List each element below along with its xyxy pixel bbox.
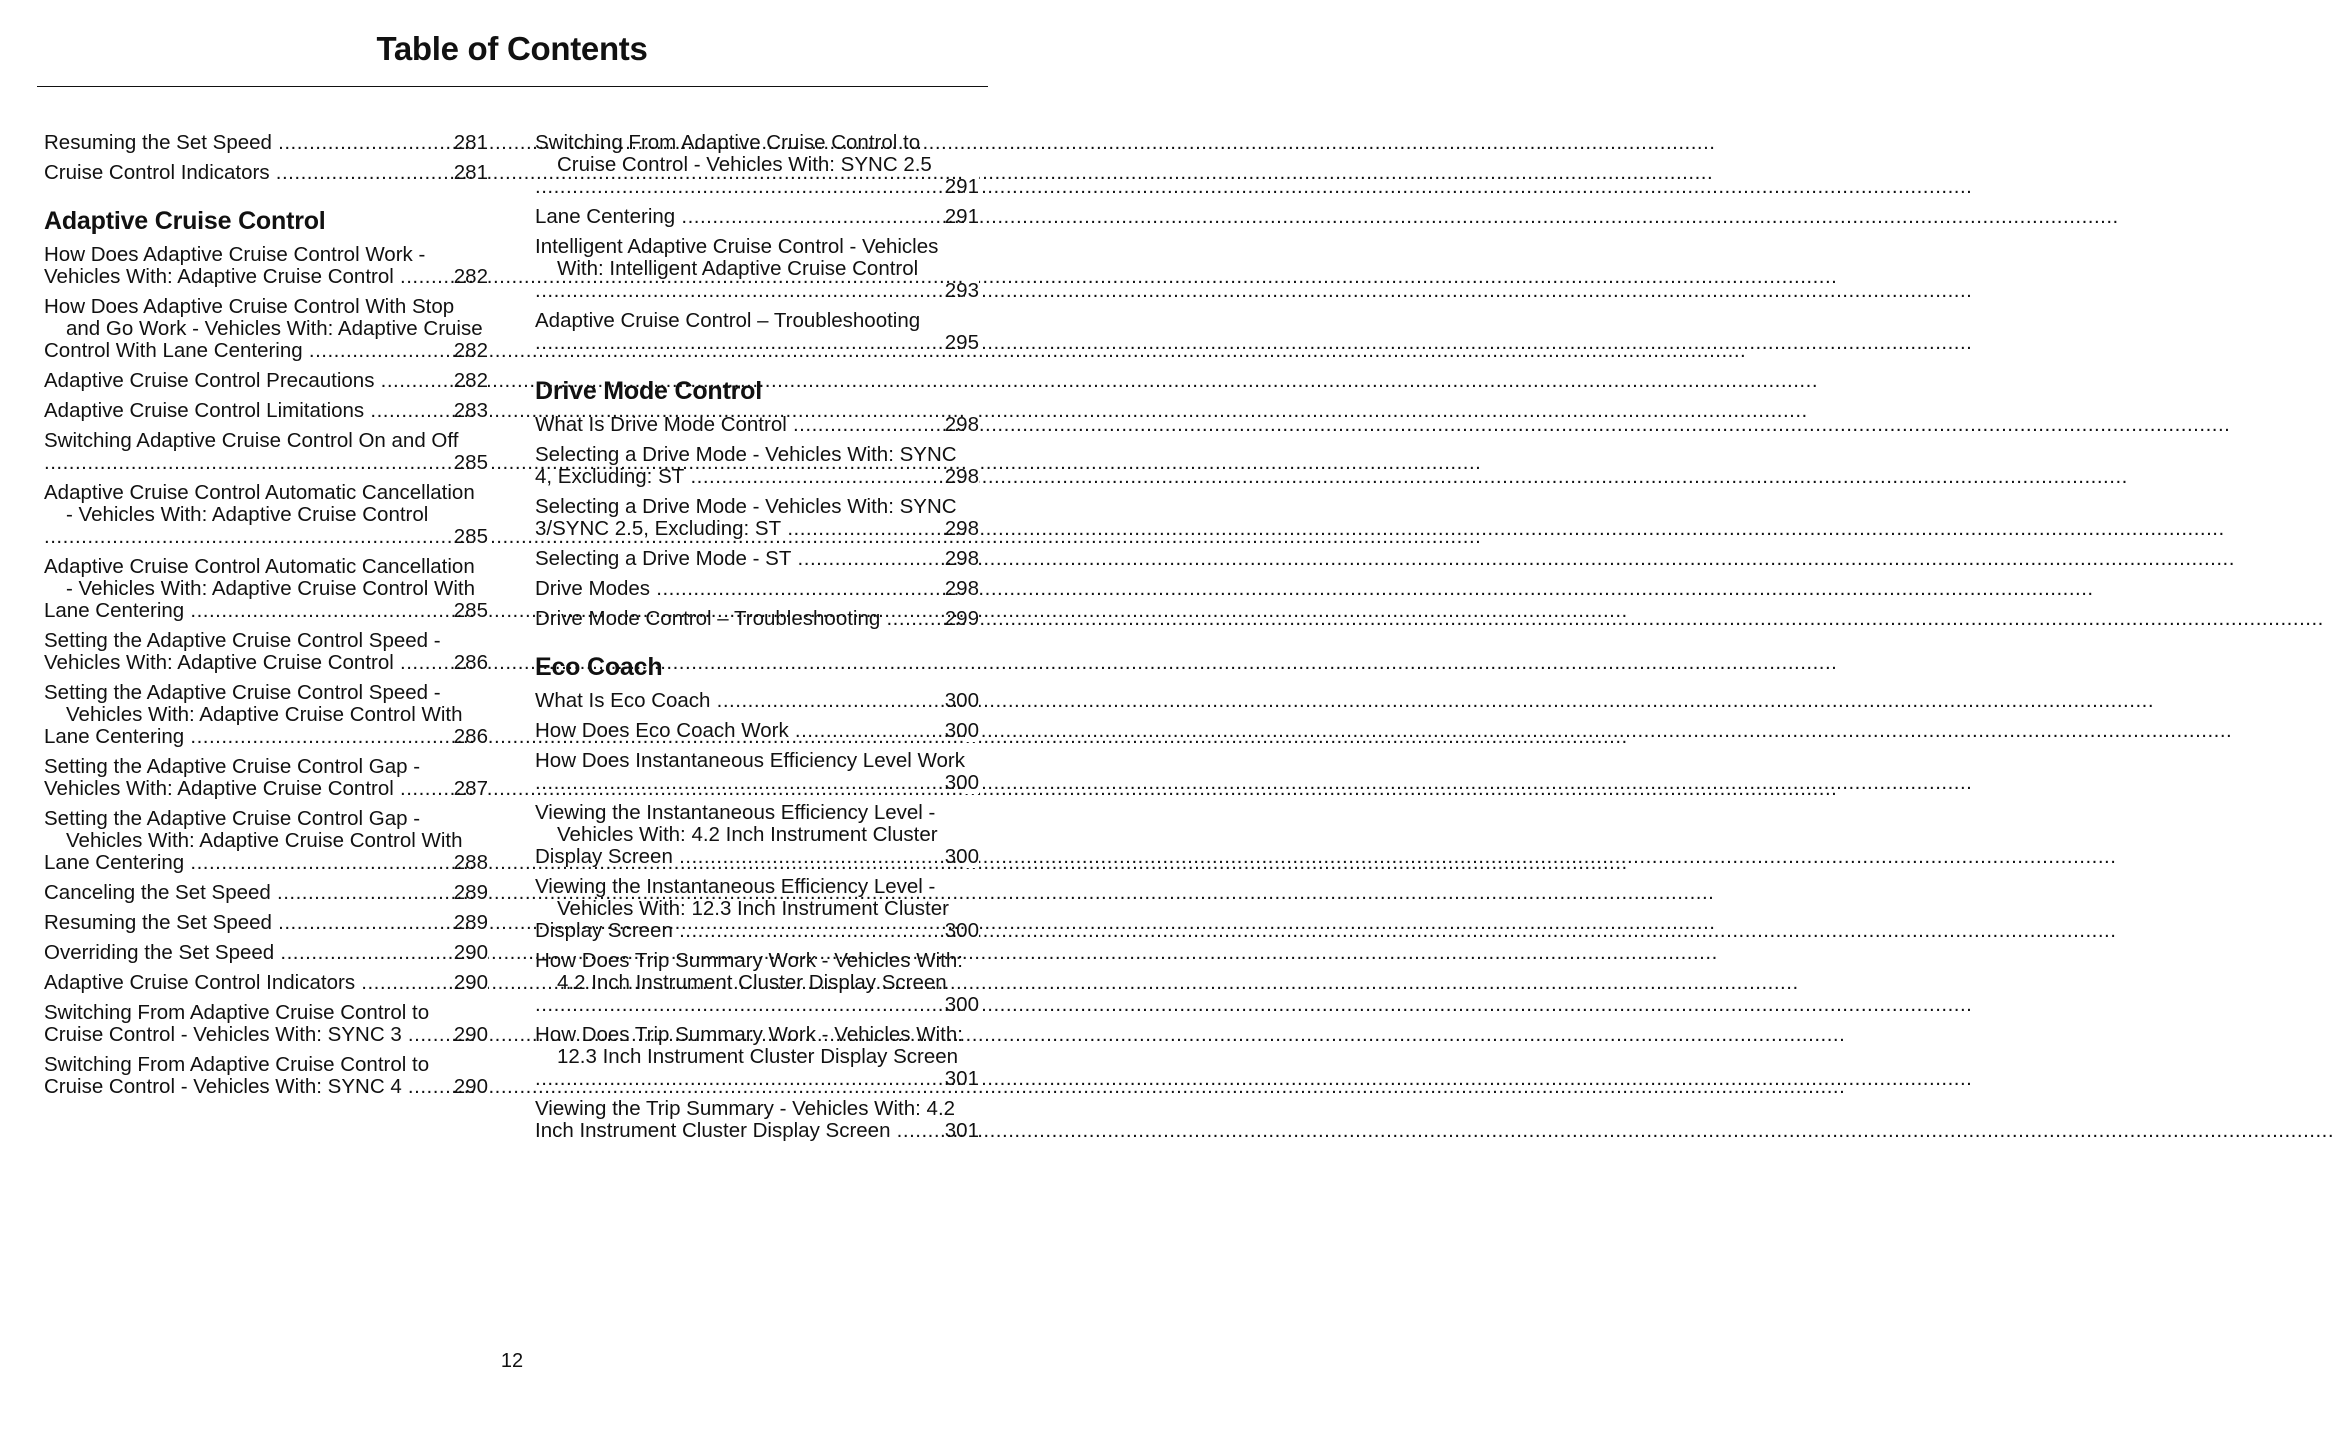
toc-entry-title: Vehicles With: Adaptive Cruise Control .....	[66, 266, 474, 288]
toc-entry-title: Cruise Control - Vehicles With: SYNC 4 .....	[66, 1076, 474, 1098]
toc-entry[interactable]	[535, 206, 979, 228]
toc-entry[interactable]	[44, 162, 488, 184]
section-heading: Eco Coach	[535, 653, 663, 681]
toc-entry-page: 298	[944, 465, 979, 488]
toc-entry-page: 290	[453, 941, 488, 964]
toc-entry-page: 289	[453, 911, 488, 934]
toc-entry-page: 291	[944, 205, 979, 228]
toc-entry[interactable]	[535, 690, 979, 712]
toc-entry-page: 282	[453, 369, 488, 392]
toc-entry-page: 286	[453, 725, 488, 748]
toc-entry-page: 289	[453, 881, 488, 904]
toc-entry-title: Lane Centering .....	[66, 726, 474, 748]
toc-entry-page: 282	[453, 339, 488, 362]
section-heading: Drive Mode Control	[535, 377, 762, 405]
toc-entry[interactable]	[44, 912, 488, 934]
toc-entry-title: Inch Instrument Cluster Display Screen .....	[557, 1120, 965, 1142]
toc-entry-title: Adaptive Cruise Control Indicators .....	[66, 972, 474, 994]
toc-entry[interactable]	[535, 578, 979, 600]
toc-section-eco-coach	[535, 652, 979, 1142]
toc-entry-page: 300	[944, 719, 979, 742]
toc-entry-title: Vehicles With: Adaptive Cruise Control .....	[66, 778, 474, 800]
toc-entry-title: Display Screen .....	[557, 920, 965, 942]
toc-entry-page: 286	[453, 651, 488, 674]
toc-entry-page: 295	[944, 331, 979, 354]
toc-entry-title-wrap: Viewing the Trip Summary - Vehicles With: 4.2	[535, 1097, 956, 1120]
toc-entry-page: 301	[944, 1067, 979, 1090]
toc-entry-title-wrap: Switching Adaptive Cruise Control On and Off	[44, 429, 459, 452]
toc-entry-title-wrap: How Does Instantaneous Efficiency Level Work	[535, 749, 965, 772]
toc-entry-title-wrap: Setting the Adaptive Cruise Control Speed -	[44, 629, 441, 652]
toc-entry-page: 290	[453, 1023, 488, 1046]
toc-entry-title: Drive Modes .....	[557, 578, 965, 600]
toc-column-left	[44, 132, 488, 1106]
toc-entry-page: 293	[944, 279, 979, 302]
toc-entry[interactable]	[535, 310, 979, 354]
toc-entry-title: Lane Centering .....	[66, 600, 474, 622]
toc-entry[interactable]	[44, 556, 488, 622]
toc-entry[interactable]	[44, 1054, 488, 1098]
title-divider	[37, 86, 988, 87]
toc-entry-title-wrap: Setting the Adaptive Cruise Control Gap - Vehicles With: Adaptive Cruise Control With	[44, 807, 463, 852]
toc-entry-title: Display Screen .....	[557, 846, 965, 868]
toc-entry[interactable]	[535, 132, 979, 198]
toc-entry-page: 300	[944, 919, 979, 942]
toc-entry-title-wrap: How Does Trip Summary Work - Vehicles With: 4.2 Inch Instrument Cluster Display Screen	[535, 949, 963, 994]
toc-entry-page: 288	[453, 851, 488, 874]
toc-entry-title-wrap: Setting the Adaptive Cruise Control Speed - Vehicles With: Adaptive Cruise Control With	[44, 681, 463, 726]
toc-entry-page: 301	[944, 1119, 979, 1142]
toc-entry-title	[66, 452, 474, 474]
toc-entry[interactable]	[535, 950, 979, 1016]
toc-entry-page: 298	[944, 413, 979, 436]
toc-entry-page: 281	[453, 131, 488, 154]
toc-entry-page: 290	[453, 971, 488, 994]
toc-entry[interactable]	[535, 876, 979, 942]
toc-entry-title-wrap: Viewing the Instantaneous Efficiency Level - Vehicles With: 12.3 Inch Instrument Cluster	[535, 875, 949, 920]
toc-entry[interactable]	[44, 808, 488, 874]
toc-entry-title: Overriding the Set Speed .....	[66, 942, 474, 964]
toc-entry[interactable]	[535, 608, 979, 630]
toc-entry-title-wrap: Intelligent Adaptive Cruise Control - Vehicles With: Intelligent Adaptive Cruise Control	[535, 235, 939, 280]
toc-entry-page: 300	[944, 689, 979, 712]
toc-entry[interactable]	[44, 972, 488, 994]
toc-entry-title: What Is Eco Coach .....	[557, 690, 965, 712]
toc-entry-page: 300	[944, 993, 979, 1016]
toc-entry-page: 298	[944, 577, 979, 600]
toc-entry-title: Selecting a Drive Mode - ST .....	[557, 548, 965, 570]
toc-entry[interactable]	[535, 496, 979, 540]
toc-section-continued	[44, 132, 488, 184]
toc-entry-title	[66, 526, 474, 548]
page-number: 12	[500, 1350, 524, 1372]
toc-entry-page: 287	[453, 777, 488, 800]
toc-entry[interactable]	[44, 132, 488, 154]
toc-entry-page: 298	[944, 517, 979, 540]
toc-entry-page: 300	[944, 771, 979, 794]
toc-entry-title-wrap: How Does Trip Summary Work - Vehicles With: 12.3 Inch Instrument Cluster Display Screen	[535, 1023, 963, 1068]
toc-entry-title: Control With Lane Centering .....	[66, 340, 474, 362]
toc-entry-title: Lane Centering .....	[66, 852, 474, 874]
toc-entry-title-wrap: Adaptive Cruise Control Automatic Cancellation - Vehicles With: Adaptive Cruise Control With	[44, 555, 476, 600]
toc-entry[interactable]	[44, 370, 488, 392]
toc-entry-title: Lane Centering .....	[557, 206, 965, 228]
toc-entry[interactable]	[535, 750, 979, 794]
toc-entry-title: How Does Eco Coach Work .....	[557, 720, 965, 742]
toc-entry-page: 285	[453, 451, 488, 474]
toc-entry-title-wrap: Adaptive Cruise Control Automatic Cancellation - Vehicles With: Adaptive Cruise Control	[44, 481, 475, 526]
toc-entry-title: Resuming the Set Speed .....	[66, 912, 474, 934]
toc-entry-title	[557, 1068, 965, 1090]
toc-entry[interactable]	[535, 548, 979, 570]
toc-entry-title: Resuming the Set Speed .....	[66, 132, 474, 154]
toc-section-continued	[535, 132, 979, 354]
toc-entry[interactable]	[44, 244, 488, 288]
toc-entry-title	[557, 332, 965, 354]
toc-section-adaptive-cruise-control	[44, 206, 488, 1098]
toc-entry[interactable]	[44, 630, 488, 674]
toc-entry-title-wrap: Selecting a Drive Mode - Vehicles With: SYNC	[535, 443, 957, 466]
toc-entry[interactable]	[44, 942, 488, 964]
toc-entry-title	[557, 280, 965, 302]
toc-entry-title: Cruise Control Indicators .....	[66, 162, 474, 184]
toc-entry-page: 285	[453, 599, 488, 622]
toc-entry[interactable]	[44, 1002, 488, 1046]
toc-entry-title: Adaptive Cruise Control Precautions .....	[66, 370, 474, 392]
toc-entry-title-wrap: How Does Adaptive Cruise Control Work -	[44, 243, 426, 266]
section-heading: Adaptive Cruise Control	[44, 207, 326, 235]
toc-entry-page: 282	[453, 265, 488, 288]
toc-entry-title-wrap: Switching From Adaptive Cruise Control to	[44, 1053, 430, 1076]
toc-entry-title: Cruise Control - Vehicles With: SYNC 3 .....	[66, 1024, 474, 1046]
toc-entry[interactable]	[535, 802, 979, 868]
toc-entry-title: Vehicles With: Adaptive Cruise Control .....	[66, 652, 474, 674]
toc-entry-title-wrap: Adaptive Cruise Control – Troubleshooting	[535, 309, 921, 332]
toc-entry-title	[557, 994, 965, 1016]
toc-entry[interactable]	[44, 430, 488, 474]
toc-entry[interactable]	[44, 882, 488, 904]
toc-entry-title: Adaptive Cruise Control Limitations .....	[66, 400, 474, 422]
toc-entry-page: 298	[944, 547, 979, 570]
toc-entry[interactable]	[535, 1024, 979, 1090]
toc-entry-page: 300	[944, 845, 979, 868]
toc-column-right	[535, 132, 979, 1150]
toc-entry[interactable]	[535, 444, 979, 488]
toc-entry[interactable]	[44, 482, 488, 548]
toc-entry-page: 290	[453, 1075, 488, 1098]
page-title: Table of Contents	[376, 30, 648, 67]
toc-entry-title	[557, 176, 965, 198]
toc-entry[interactable]	[535, 720, 979, 742]
toc-entry[interactable]	[535, 236, 979, 302]
toc-entry-title: Canceling the Set Speed .....	[66, 882, 474, 904]
toc-entry-title-wrap: Switching From Adaptive Cruise Control to	[44, 1001, 430, 1024]
toc-entry-page: 281	[453, 161, 488, 184]
toc-entry-title: Drive Mode Control – Troubleshooting .....	[557, 608, 965, 630]
toc-entry-title: 4, Excluding: ST .....	[557, 466, 965, 488]
toc-entry-title: 3/SYNC 2.5, Excluding: ST .....	[557, 518, 965, 540]
toc-entry-page: 299	[944, 607, 979, 630]
toc-entry-title-wrap: Switching From Adaptive Cruise Control to Cruise Control - Vehicles With: SYNC 2.5	[535, 131, 932, 176]
toc-entry-title-wrap: Selecting a Drive Mode - Vehicles With: SYNC	[535, 495, 957, 518]
toc-entry[interactable]	[44, 756, 488, 800]
toc-entry[interactable]	[44, 682, 488, 748]
toc-section-drive-mode-control	[535, 376, 979, 630]
toc-entry-title-wrap: Viewing the Instantaneous Efficiency Level - Vehicles With: 4.2 Inch Instrument Cluster	[535, 801, 938, 846]
toc-entry[interactable]	[535, 1098, 979, 1142]
toc-entry-page: 283	[453, 399, 488, 422]
toc-entry-title	[557, 772, 965, 794]
toc-entry-title-wrap: Setting the Adaptive Cruise Control Gap -	[44, 755, 421, 778]
toc-entry[interactable]	[44, 400, 488, 422]
toc-entry-page: 285	[453, 525, 488, 548]
toc-entry[interactable]	[44, 296, 488, 362]
toc-entry-page: 291	[944, 175, 979, 198]
toc-entry[interactable]	[535, 414, 979, 436]
toc-entry-title: What Is Drive Mode Control .....	[557, 414, 965, 436]
toc-entry-title-wrap: How Does Adaptive Cruise Control With Stop and Go Work - Vehicles With: Adaptive Cruise	[44, 295, 483, 340]
